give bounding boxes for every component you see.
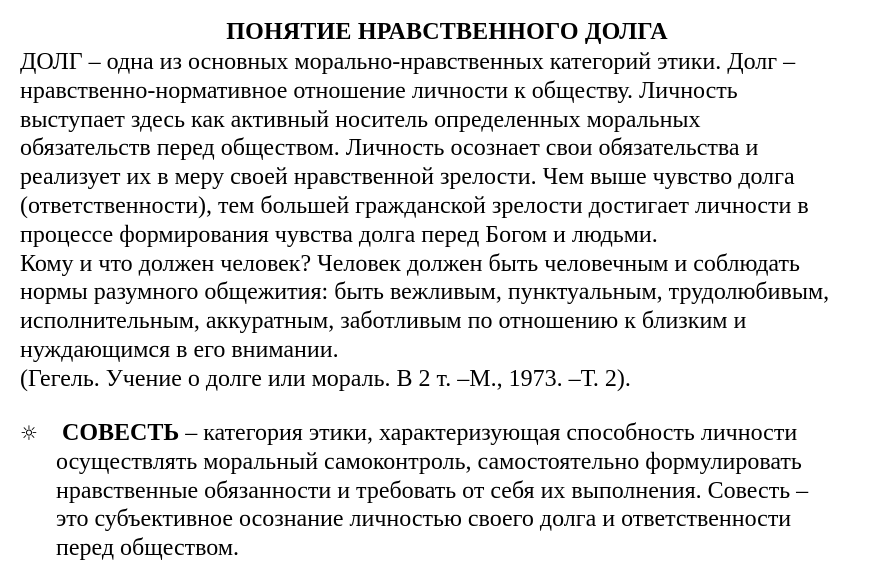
- text-line: (ответственности), тем большей гражданской зрелости достигает личности в: [20, 192, 809, 219]
- citation-line: (Гегель. Учение о долге или мораль. В 2 т. –М., 1973. –Т. 2).: [20, 365, 631, 392]
- text-line: реализует их в меру своей нравственной зрелости. Чем выше чувство долга: [20, 164, 795, 191]
- page-title: ПОНЯТИЕ НРАВСТВЕННОГО ДОЛГА: [226, 19, 668, 45]
- conscience-term: СОВЕСТЬ: [62, 420, 180, 446]
- text-line: осуществлять моральный самоконтроль, самостоятельно формулировать: [56, 448, 802, 475]
- text-line: исполнительным, аккуратным, заботливым по отношению к близким и: [20, 308, 747, 335]
- text-line: нормы разумного общежития: быть вежливым, пунктуальным, трудолюбивым,: [20, 279, 830, 306]
- bullet-first-line: [62, 419, 880, 448]
- text-line: нравственно-нормативное отношение личности к обществу. Личность: [20, 77, 738, 104]
- text-line: обязательств перед обществом. Личность осознает свои обязательства и: [20, 135, 759, 162]
- text-line: перед обществом.: [56, 535, 240, 562]
- conscience-text: [56, 419, 880, 563]
- duty-paragraph: [20, 48, 880, 394]
- text-line: нуждающимся в его внимании.: [20, 336, 339, 363]
- bullet-first-line-rest: – категория этики, характеризующая способность личности: [179, 420, 798, 446]
- text-line: это субъективное осознание личностью своего долга и ответственности: [56, 506, 792, 533]
- text-line: ДОЛГ – одна из основных морально-нравственных категорий этики. Долг –: [20, 49, 796, 75]
- text-line: нравственные обязанности и требовать от себя их выполнения. Совесть –: [56, 477, 809, 504]
- text-line: Кому и что должен человек? Человек должен быть человечным и соблюдать: [20, 250, 800, 277]
- text-line: выступает здесь как активный носитель определенных моральных: [20, 106, 701, 133]
- text-line: процессе формирования чувства долга перед Богом и людьми.: [20, 221, 658, 248]
- sun-icon: ☼: [20, 421, 38, 445]
